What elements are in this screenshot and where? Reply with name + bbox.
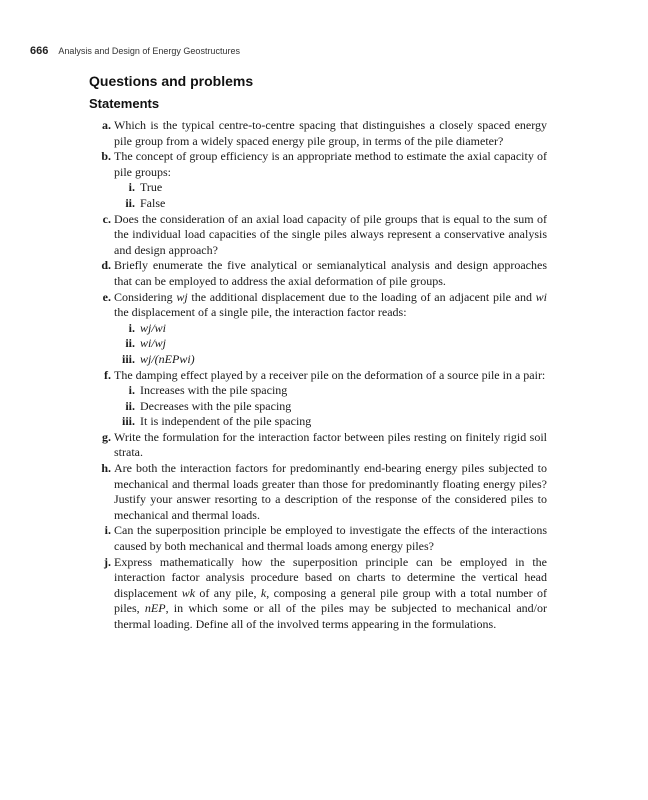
running-head [30,41,240,55]
text-segment: Express mathematically how the superposition principle can be employed in the interaction factor analysis procedure based on charts to determine the vertical head displacement [114,554,547,600]
question-d [89,258,547,289]
option-item [114,383,547,399]
option-number: i. [128,320,135,335]
question-letter: d. [101,258,111,273]
math-symbol: wi [535,289,548,304]
question-letter: g. [102,429,111,444]
text-segment: the displacement of a single pile, the interaction factor reads: [114,305,407,320]
option-text: False [140,195,166,210]
question-e [89,290,547,368]
question-i [89,523,547,554]
option-number: iii. [121,351,135,366]
option-list [114,180,547,211]
option-text: True [140,180,163,195]
math-symbol: nEP [144,601,166,616]
question-a [89,118,547,149]
option-number: i. [128,383,135,398]
question-text: The damping effect played by a receiver pile on the deformation of a source pile in a pair: [114,367,546,382]
text-segment: , in which some or all of the piles may be subjected to mechanical and/or thermal loading. Define all of the involved terms appearing in the formulations. [114,601,547,631]
option-item [114,321,547,337]
question-text: Which is the typical centre-to-centre spacing that distinguishes a closely spaced energy pile group from a widely spaced energy pile group, in terms of the pile diameter? [114,118,547,148]
option-number: i. [128,180,135,195]
option-item [114,352,547,368]
section-title: Questions and problems [89,73,254,89]
option-formula: wj/wi [140,320,167,335]
question-j [89,555,547,633]
question-g [89,430,547,461]
text-segment: of any pile, [195,585,261,600]
math-symbol: wk [181,585,196,600]
question-f [89,368,547,430]
text-segment: Considering [114,289,177,304]
option-text: It is independent of the pile spacing [140,414,312,429]
question-letter: c. [102,211,111,226]
option-item [114,414,547,430]
math-symbol: k [260,585,267,600]
question-text [114,290,547,320]
option-item [114,336,547,352]
question-text: Are both the interaction factors for predominantly end-bearing energy piles subjected to mechanical and thermal loads greater than those for predominantly floating energy piles? Justify your answer resorting to a description of the response of the considered piles to mechanical and thermal loads. [114,461,547,522]
option-item [114,180,547,196]
option-formula: wj/(nEPwi) [140,351,195,366]
subsection-title: Statements [89,96,160,111]
option-list [114,383,547,430]
question-letter: e. [102,289,111,304]
text-segment: the additional displacement due to the loading of an adjacent pile and [187,289,536,304]
option-number: iii. [121,414,135,429]
book-title: Analysis and Design of Energy Geostructures [58,46,240,56]
question-list [89,118,547,633]
option-list [114,321,547,368]
question-b [89,149,547,211]
question-text: Briefly enumerate the five analytical or semianalytical analysis and design approaches that can be employed to address the axial deformation of pile groups. [114,258,547,288]
text-segment: , composing a general pile group with a total number of piles, [114,585,547,616]
question-letter: a. [102,118,111,132]
question-letter: b. [101,149,111,164]
question-text: Can the superposition principle be employed to investigate the effects of the interactions caused by both mechanical and thermal loads among energy piles? [114,523,547,554]
option-item [114,196,547,212]
question-letter: h. [101,461,111,476]
math-symbol: wj [176,289,188,304]
page-number: 666 [30,45,49,57]
option-number: ii. [125,398,135,413]
question-text: The concept of group efficiency is an appropriate method to estimate the axial capacity of pile groups: [114,149,547,179]
option-item [114,399,547,415]
question-text: Write the formulation for the interaction factor between piles resting on finitely rigid soil strata. [114,429,547,460]
option-formula: wi/wj [140,336,167,351]
question-letter: i. [104,523,111,538]
question-c [89,212,547,259]
option-number: ii. [125,336,135,351]
question-h [89,461,547,523]
question-text: Does the consideration of an axial load capacity of pile groups that is equal to the sum of the individual load capacities of the single piles always represent a conservative analysis and design approach? [114,211,547,257]
option-text: Decreases with the pile spacing [140,398,292,413]
option-number: ii. [125,195,135,210]
option-text: Increases with the pile spacing [140,383,288,398]
question-letter: j. [104,554,111,569]
question-text [114,555,547,631]
main-content [89,72,547,633]
question-letter: f. [104,367,111,382]
